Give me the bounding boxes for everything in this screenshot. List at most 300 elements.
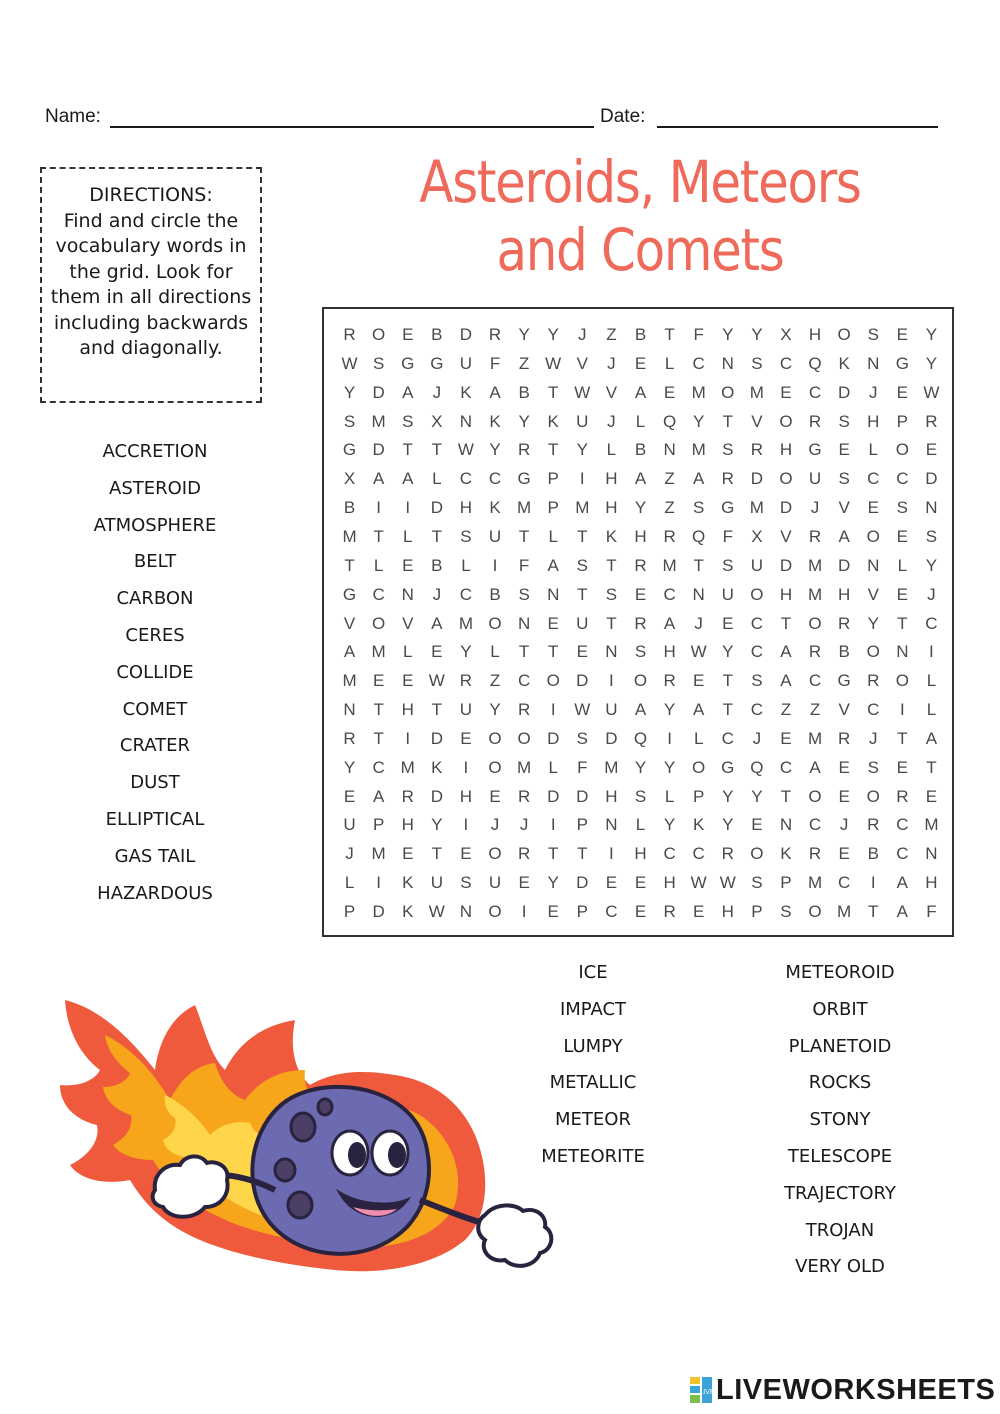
- grid-letter[interactable]: N: [459, 411, 473, 431]
- grid-letter[interactable]: H: [459, 786, 473, 806]
- grid-letter[interactable]: I: [405, 728, 411, 748]
- grid-letter[interactable]: Z: [606, 325, 617, 344]
- grid-letter[interactable]: L: [897, 555, 908, 575]
- grid-letter[interactable]: Q: [750, 757, 764, 777]
- grid-letter[interactable]: E: [431, 642, 443, 662]
- grid-letter[interactable]: Y: [693, 411, 705, 431]
- grid-letter[interactable]: R: [925, 411, 938, 431]
- grid-letter[interactable]: Y: [751, 786, 763, 806]
- grid-letter[interactable]: P: [896, 411, 908, 431]
- grid-letter[interactable]: M: [691, 382, 706, 402]
- grid-letter[interactable]: E: [896, 526, 908, 546]
- grid-letter[interactable]: E: [402, 844, 414, 864]
- grid-letter[interactable]: P: [780, 873, 792, 893]
- grid-letter[interactable]: F: [518, 555, 530, 575]
- grid-letter[interactable]: S: [693, 498, 705, 518]
- grid-letter[interactable]: T: [431, 440, 443, 460]
- grid-letter[interactable]: N: [663, 440, 676, 460]
- grid-letter[interactable]: S: [751, 353, 763, 373]
- grid-letter[interactable]: H: [663, 642, 676, 662]
- grid-letter[interactable]: A: [431, 613, 443, 633]
- grid-letter[interactable]: M: [371, 844, 386, 864]
- grid-letter[interactable]: E: [838, 786, 850, 806]
- grid-letter[interactable]: U: [459, 700, 473, 720]
- grid-letter[interactable]: G: [342, 440, 357, 460]
- grid-letter[interactable]: T: [373, 526, 384, 546]
- grid-letter[interactable]: T: [548, 642, 559, 662]
- grid-letter[interactable]: S: [343, 411, 356, 431]
- grid-letter[interactable]: Y: [867, 613, 879, 633]
- grid-letter[interactable]: B: [634, 440, 647, 460]
- grid-letter[interactable]: H: [634, 526, 647, 546]
- grid-letter[interactable]: Z: [664, 469, 675, 489]
- grid-letter[interactable]: I: [463, 815, 469, 835]
- grid-letter[interactable]: K: [693, 815, 705, 835]
- grid-letter[interactable]: I: [376, 498, 381, 518]
- grid-letter[interactable]: A: [693, 469, 705, 489]
- grid-letter[interactable]: L: [635, 411, 646, 431]
- grid-letter[interactable]: P: [576, 815, 588, 835]
- grid-letter[interactable]: N: [517, 613, 531, 633]
- grid-letter[interactable]: O: [837, 325, 851, 344]
- grid-letter[interactable]: G: [430, 353, 444, 373]
- grid-letter[interactable]: U: [488, 526, 502, 546]
- grid-letter[interactable]: C: [605, 902, 618, 921]
- grid-letter[interactable]: E: [693, 902, 705, 921]
- grid-letter[interactable]: I: [492, 555, 498, 575]
- grid-letter[interactable]: E: [896, 584, 908, 604]
- grid-letter[interactable]: M: [517, 757, 532, 777]
- grid-letter[interactable]: O: [866, 786, 880, 806]
- grid-letter[interactable]: C: [808, 671, 822, 691]
- grid-letter[interactable]: I: [550, 815, 556, 835]
- grid-letter[interactable]: Y: [751, 325, 763, 344]
- grid-letter[interactable]: M: [371, 411, 386, 431]
- grid-letter[interactable]: O: [488, 844, 502, 864]
- grid-letter[interactable]: M: [749, 498, 764, 518]
- grid-letter[interactable]: M: [342, 671, 357, 691]
- grid-letter[interactable]: M: [458, 613, 473, 633]
- grid-letter[interactable]: L: [868, 440, 878, 460]
- grid-letter[interactable]: T: [402, 440, 413, 460]
- grid-letter[interactable]: C: [867, 700, 880, 720]
- grid-letter[interactable]: T: [548, 440, 559, 460]
- grid-letter[interactable]: M: [807, 555, 823, 575]
- grid-letter[interactable]: D: [547, 786, 560, 806]
- grid-letter[interactable]: B: [431, 325, 443, 344]
- grid-letter[interactable]: S: [402, 411, 414, 431]
- grid-letter[interactable]: S: [925, 526, 938, 546]
- grid-letter[interactable]: K: [431, 757, 443, 777]
- grid-letter[interactable]: S: [576, 555, 588, 575]
- grid-letter[interactable]: Y: [489, 700, 501, 720]
- grid-letter[interactable]: W: [428, 902, 445, 921]
- grid-letter[interactable]: I: [579, 469, 585, 489]
- grid-letter[interactable]: P: [547, 498, 559, 518]
- grid-letter[interactable]: P: [576, 902, 588, 921]
- grid-letter[interactable]: I: [609, 844, 614, 864]
- grid-letter[interactable]: A: [780, 642, 792, 662]
- grid-letter[interactable]: O: [488, 728, 502, 748]
- grid-letter[interactable]: W: [574, 700, 591, 720]
- grid-letter[interactable]: C: [459, 469, 473, 489]
- grid-letter[interactable]: E: [838, 757, 850, 777]
- grid-letter[interactable]: N: [605, 642, 618, 662]
- grid-letter[interactable]: T: [722, 671, 733, 691]
- grid-letter[interactable]: E: [634, 902, 647, 921]
- grid-letter[interactable]: N: [401, 584, 414, 604]
- grid-letter[interactable]: E: [896, 757, 908, 777]
- grid-letter[interactable]: N: [459, 902, 473, 921]
- grid-letter[interactable]: Q: [692, 526, 706, 546]
- grid-letter[interactable]: Q: [633, 728, 648, 748]
- grid-letter[interactable]: V: [751, 411, 763, 431]
- grid-letter[interactable]: U: [750, 555, 763, 575]
- grid-letter[interactable]: L: [548, 757, 558, 777]
- grid-letter[interactable]: J: [868, 728, 878, 748]
- grid-letter[interactable]: K: [489, 498, 501, 518]
- grid-letter[interactable]: W: [719, 873, 736, 893]
- grid-letter[interactable]: T: [606, 613, 617, 633]
- grid-letter[interactable]: S: [460, 873, 472, 893]
- grid-letter[interactable]: V: [605, 382, 618, 402]
- grid-letter[interactable]: Y: [460, 642, 472, 662]
- grid-letter[interactable]: S: [867, 325, 879, 344]
- grid-letter[interactable]: H: [634, 844, 647, 864]
- grid-letter[interactable]: U: [488, 873, 502, 893]
- grid-letter[interactable]: S: [896, 498, 908, 518]
- grid-letter[interactable]: O: [779, 411, 793, 431]
- grid-letter[interactable]: J: [810, 498, 820, 518]
- grid-letter[interactable]: R: [808, 844, 822, 864]
- grid-letter[interactable]: R: [663, 526, 676, 546]
- grid-letter[interactable]: D: [925, 469, 938, 489]
- grid-letter[interactable]: O: [808, 902, 822, 921]
- grid-letter[interactable]: I: [929, 642, 934, 662]
- grid-letter[interactable]: U: [430, 873, 443, 893]
- grid-letter[interactable]: I: [521, 902, 527, 921]
- grid-letter[interactable]: R: [663, 902, 676, 921]
- grid-letter[interactable]: F: [926, 902, 937, 921]
- grid-letter[interactable]: D: [750, 469, 763, 489]
- grid-letter[interactable]: I: [667, 728, 672, 748]
- grid-letter[interactable]: O: [808, 786, 822, 806]
- grid-letter[interactable]: N: [925, 844, 938, 864]
- liveworksheets-logo[interactable]: [690, 1374, 995, 1406]
- grid-letter[interactable]: J: [578, 325, 587, 344]
- grid-letter[interactable]: T: [780, 613, 792, 633]
- grid-letter[interactable]: T: [431, 844, 443, 864]
- grid-letter[interactable]: O: [372, 325, 386, 344]
- grid-letter[interactable]: C: [779, 353, 793, 373]
- grid-letter[interactable]: J: [432, 382, 442, 402]
- grid-letter[interactable]: E: [634, 584, 647, 604]
- grid-letter[interactable]: W: [428, 671, 445, 691]
- grid-letter[interactable]: L: [926, 671, 937, 691]
- grid-letter[interactable]: J: [432, 584, 442, 604]
- grid-letter[interactable]: C: [692, 353, 705, 373]
- grid-letter[interactable]: O: [895, 671, 909, 691]
- grid-letter[interactable]: E: [489, 786, 501, 806]
- grid-letter[interactable]: O: [808, 613, 822, 633]
- grid-letter[interactable]: E: [460, 844, 472, 864]
- grid-letter[interactable]: Q: [662, 411, 677, 431]
- grid-letter[interactable]: D: [779, 498, 793, 518]
- grid-letter[interactable]: C: [692, 844, 705, 864]
- grid-letter[interactable]: S: [634, 642, 647, 662]
- grid-letter[interactable]: A: [547, 555, 559, 575]
- grid-letter[interactable]: T: [664, 325, 675, 344]
- grid-letter[interactable]: B: [343, 498, 356, 518]
- grid-letter[interactable]: I: [376, 873, 381, 893]
- grid-letter[interactable]: M: [807, 584, 823, 604]
- grid-letter[interactable]: T: [577, 844, 588, 864]
- grid-letter[interactable]: U: [721, 584, 734, 604]
- grid-letter[interactable]: V: [838, 700, 850, 720]
- grid-letter[interactable]: R: [488, 325, 502, 344]
- grid-letter[interactable]: E: [867, 498, 879, 518]
- grid-letter[interactable]: A: [896, 902, 908, 921]
- grid-letter[interactable]: Z: [518, 353, 530, 373]
- grid-letter[interactable]: L: [664, 786, 675, 806]
- grid-letter[interactable]: E: [402, 555, 414, 575]
- grid-letter[interactable]: O: [517, 728, 531, 748]
- grid-letter[interactable]: N: [343, 700, 356, 720]
- grid-letter[interactable]: C: [488, 469, 502, 489]
- grid-letter[interactable]: J: [490, 815, 500, 835]
- grid-letter[interactable]: I: [899, 700, 905, 720]
- grid-letter[interactable]: M: [691, 440, 706, 460]
- grid-letter[interactable]: N: [779, 815, 793, 835]
- grid-letter[interactable]: L: [693, 728, 704, 748]
- grid-letter[interactable]: L: [403, 526, 413, 546]
- grid-letter[interactable]: R: [634, 555, 647, 575]
- grid-letter[interactable]: E: [896, 382, 908, 402]
- grid-letter[interactable]: H: [605, 786, 618, 806]
- grid-letter[interactable]: L: [461, 555, 471, 575]
- grid-letter[interactable]: J: [868, 382, 878, 402]
- grid-letter[interactable]: A: [809, 757, 821, 777]
- grid-letter[interactable]: S: [722, 440, 734, 460]
- grid-letter[interactable]: W: [574, 382, 591, 402]
- grid-letter[interactable]: B: [431, 555, 443, 575]
- grid-letter[interactable]: J: [927, 584, 936, 604]
- grid-letter[interactable]: M: [837, 902, 852, 921]
- grid-letter[interactable]: S: [518, 584, 530, 604]
- grid-letter[interactable]: G: [808, 440, 822, 460]
- grid-letter[interactable]: U: [808, 469, 822, 489]
- grid-letter[interactable]: I: [405, 498, 411, 518]
- grid-letter[interactable]: A: [693, 700, 705, 720]
- grid-letter[interactable]: C: [663, 584, 676, 604]
- grid-letter[interactable]: E: [751, 815, 763, 835]
- grid-letter[interactable]: M: [400, 757, 415, 777]
- grid-letter[interactable]: E: [693, 671, 705, 691]
- grid-letter[interactable]: L: [548, 526, 558, 546]
- grid-letter[interactable]: E: [402, 671, 414, 691]
- grid-letter[interactable]: W: [690, 642, 707, 662]
- grid-letter[interactable]: R: [808, 642, 822, 662]
- grid-letter[interactable]: R: [721, 844, 734, 864]
- grid-letter[interactable]: C: [925, 613, 938, 633]
- grid-letter[interactable]: R: [896, 786, 909, 806]
- grid-letter[interactable]: C: [779, 757, 793, 777]
- grid-letter[interactable]: F: [489, 353, 501, 373]
- grid-letter[interactable]: S: [838, 469, 850, 489]
- grid-letter[interactable]: S: [722, 555, 734, 575]
- grid-letter[interactable]: E: [780, 728, 792, 748]
- grid-letter[interactable]: J: [694, 613, 703, 633]
- grid-letter[interactable]: O: [721, 382, 735, 402]
- grid-letter[interactable]: Z: [489, 671, 501, 691]
- grid-letter[interactable]: A: [634, 469, 647, 489]
- grid-letter[interactable]: J: [752, 728, 762, 748]
- grid-letter[interactable]: U: [576, 411, 589, 431]
- grid-letter[interactable]: I: [550, 700, 556, 720]
- grid-letter[interactable]: R: [634, 613, 647, 633]
- grid-letter[interactable]: U: [605, 700, 618, 720]
- grid-letter[interactable]: A: [402, 469, 414, 489]
- grid-letter[interactable]: Y: [663, 757, 676, 777]
- grid-letter[interactable]: E: [722, 613, 734, 633]
- grid-letter[interactable]: D: [838, 382, 851, 402]
- grid-letter[interactable]: A: [489, 382, 501, 402]
- grid-letter[interactable]: H: [605, 498, 618, 518]
- grid-letter[interactable]: Y: [925, 325, 938, 344]
- grid-letter[interactable]: A: [663, 613, 676, 633]
- grid-letter[interactable]: R: [517, 844, 531, 864]
- grid-letter[interactable]: G: [895, 353, 909, 373]
- grid-letter[interactable]: Y: [634, 757, 647, 777]
- grid-letter[interactable]: I: [870, 873, 876, 893]
- grid-letter[interactable]: F: [693, 325, 704, 344]
- grid-letter[interactable]: A: [402, 382, 414, 402]
- grid-letter[interactable]: E: [634, 353, 647, 373]
- grid-letter[interactable]: Z: [780, 700, 792, 720]
- grid-letter[interactable]: O: [488, 613, 502, 633]
- grid-letter[interactable]: J: [607, 353, 616, 373]
- grid-letter[interactable]: B: [518, 382, 530, 402]
- grid-letter[interactable]: T: [722, 411, 733, 431]
- grid-letter[interactable]: G: [837, 671, 851, 691]
- grid-letter[interactable]: M: [342, 526, 357, 546]
- grid-letter[interactable]: L: [344, 873, 355, 893]
- grid-letter[interactable]: S: [372, 353, 385, 373]
- grid-letter[interactable]: H: [867, 411, 880, 431]
- grid-letter[interactable]: K: [402, 902, 414, 921]
- grid-letter[interactable]: A: [925, 728, 938, 748]
- grid-letter[interactable]: E: [925, 440, 938, 460]
- grid-letter[interactable]: B: [838, 642, 850, 662]
- grid-letter[interactable]: S: [460, 526, 472, 546]
- grid-letter[interactable]: G: [517, 469, 531, 489]
- grid-letter[interactable]: C: [750, 642, 763, 662]
- grid-letter[interactable]: C: [808, 382, 822, 402]
- grid-letter[interactable]: R: [808, 411, 822, 431]
- grid-letter[interactable]: W: [545, 353, 562, 373]
- grid-letter[interactable]: D: [547, 728, 560, 748]
- grid-letter[interactable]: E: [518, 873, 530, 893]
- grid-letter[interactable]: H: [401, 815, 414, 835]
- grid-letter[interactable]: E: [896, 325, 908, 344]
- grid-letter[interactable]: S: [838, 411, 850, 431]
- grid-letter[interactable]: K: [489, 411, 501, 431]
- grid-letter[interactable]: A: [634, 700, 647, 720]
- grid-letter[interactable]: A: [838, 526, 850, 546]
- grid-letter[interactable]: W: [341, 353, 358, 373]
- grid-letter[interactable]: O: [372, 613, 386, 633]
- grid-letter[interactable]: T: [373, 700, 384, 720]
- grid-letter[interactable]: D: [372, 902, 385, 921]
- grid-letter[interactable]: T: [344, 555, 355, 575]
- grid-letter[interactable]: Z: [664, 498, 675, 518]
- grid-letter[interactable]: C: [459, 584, 473, 604]
- grid-letter[interactable]: R: [838, 613, 851, 633]
- grid-letter[interactable]: Y: [722, 786, 734, 806]
- grid-letter[interactable]: C: [517, 671, 531, 691]
- grid-letter[interactable]: Y: [663, 700, 676, 720]
- grid-letter[interactable]: L: [490, 642, 500, 662]
- grid-letter[interactable]: H: [721, 902, 734, 921]
- grid-letter[interactable]: N: [896, 642, 909, 662]
- grid-letter[interactable]: J: [839, 815, 849, 835]
- grid-letter[interactable]: R: [343, 728, 356, 748]
- grid-letter[interactable]: E: [838, 844, 850, 864]
- grid-letter[interactable]: N: [547, 584, 560, 604]
- grid-letter[interactable]: R: [750, 440, 763, 460]
- grid-letter[interactable]: E: [838, 440, 850, 460]
- grid-letter[interactable]: W: [457, 440, 474, 460]
- grid-letter[interactable]: M: [924, 815, 939, 835]
- grid-letter[interactable]: R: [517, 440, 531, 460]
- grid-letter[interactable]: H: [925, 873, 938, 893]
- grid-letter[interactable]: T: [722, 700, 733, 720]
- grid-letter[interactable]: L: [606, 440, 617, 460]
- grid-letter[interactable]: R: [517, 700, 531, 720]
- grid-letter[interactable]: D: [372, 382, 385, 402]
- grid-letter[interactable]: M: [604, 757, 619, 777]
- grid-letter[interactable]: T: [373, 728, 384, 748]
- grid-letter[interactable]: E: [663, 382, 676, 402]
- grid-letter[interactable]: X: [780, 325, 792, 344]
- grid-letter[interactable]: D: [576, 873, 589, 893]
- grid-letter[interactable]: S: [576, 728, 588, 748]
- grid-letter[interactable]: E: [372, 671, 385, 691]
- grid-letter[interactable]: H: [401, 700, 414, 720]
- grid-letter[interactable]: G: [721, 757, 735, 777]
- grid-letter[interactable]: T: [518, 642, 530, 662]
- grid-letter[interactable]: B: [489, 584, 501, 604]
- grid-letter[interactable]: J: [345, 844, 354, 864]
- grid-letter[interactable]: G: [721, 498, 735, 518]
- grid-letter[interactable]: O: [750, 844, 764, 864]
- grid-letter[interactable]: S: [780, 902, 792, 921]
- grid-letter[interactable]: G: [342, 584, 357, 604]
- grid-letter[interactable]: M: [807, 728, 823, 748]
- grid-letter[interactable]: E: [402, 325, 414, 344]
- grid-letter[interactable]: N: [605, 815, 618, 835]
- grid-letter[interactable]: O: [546, 671, 560, 691]
- grid-letter[interactable]: K: [838, 353, 850, 373]
- grid-letter[interactable]: M: [575, 498, 590, 518]
- grid-letter[interactable]: R: [401, 786, 414, 806]
- grid-letter[interactable]: L: [635, 815, 646, 835]
- grid-letter[interactable]: N: [692, 584, 705, 604]
- grid-letter[interactable]: Y: [489, 440, 501, 460]
- grid-letter[interactable]: O: [750, 584, 764, 604]
- grid-letter[interactable]: D: [459, 325, 473, 344]
- grid-letter[interactable]: D: [779, 555, 793, 575]
